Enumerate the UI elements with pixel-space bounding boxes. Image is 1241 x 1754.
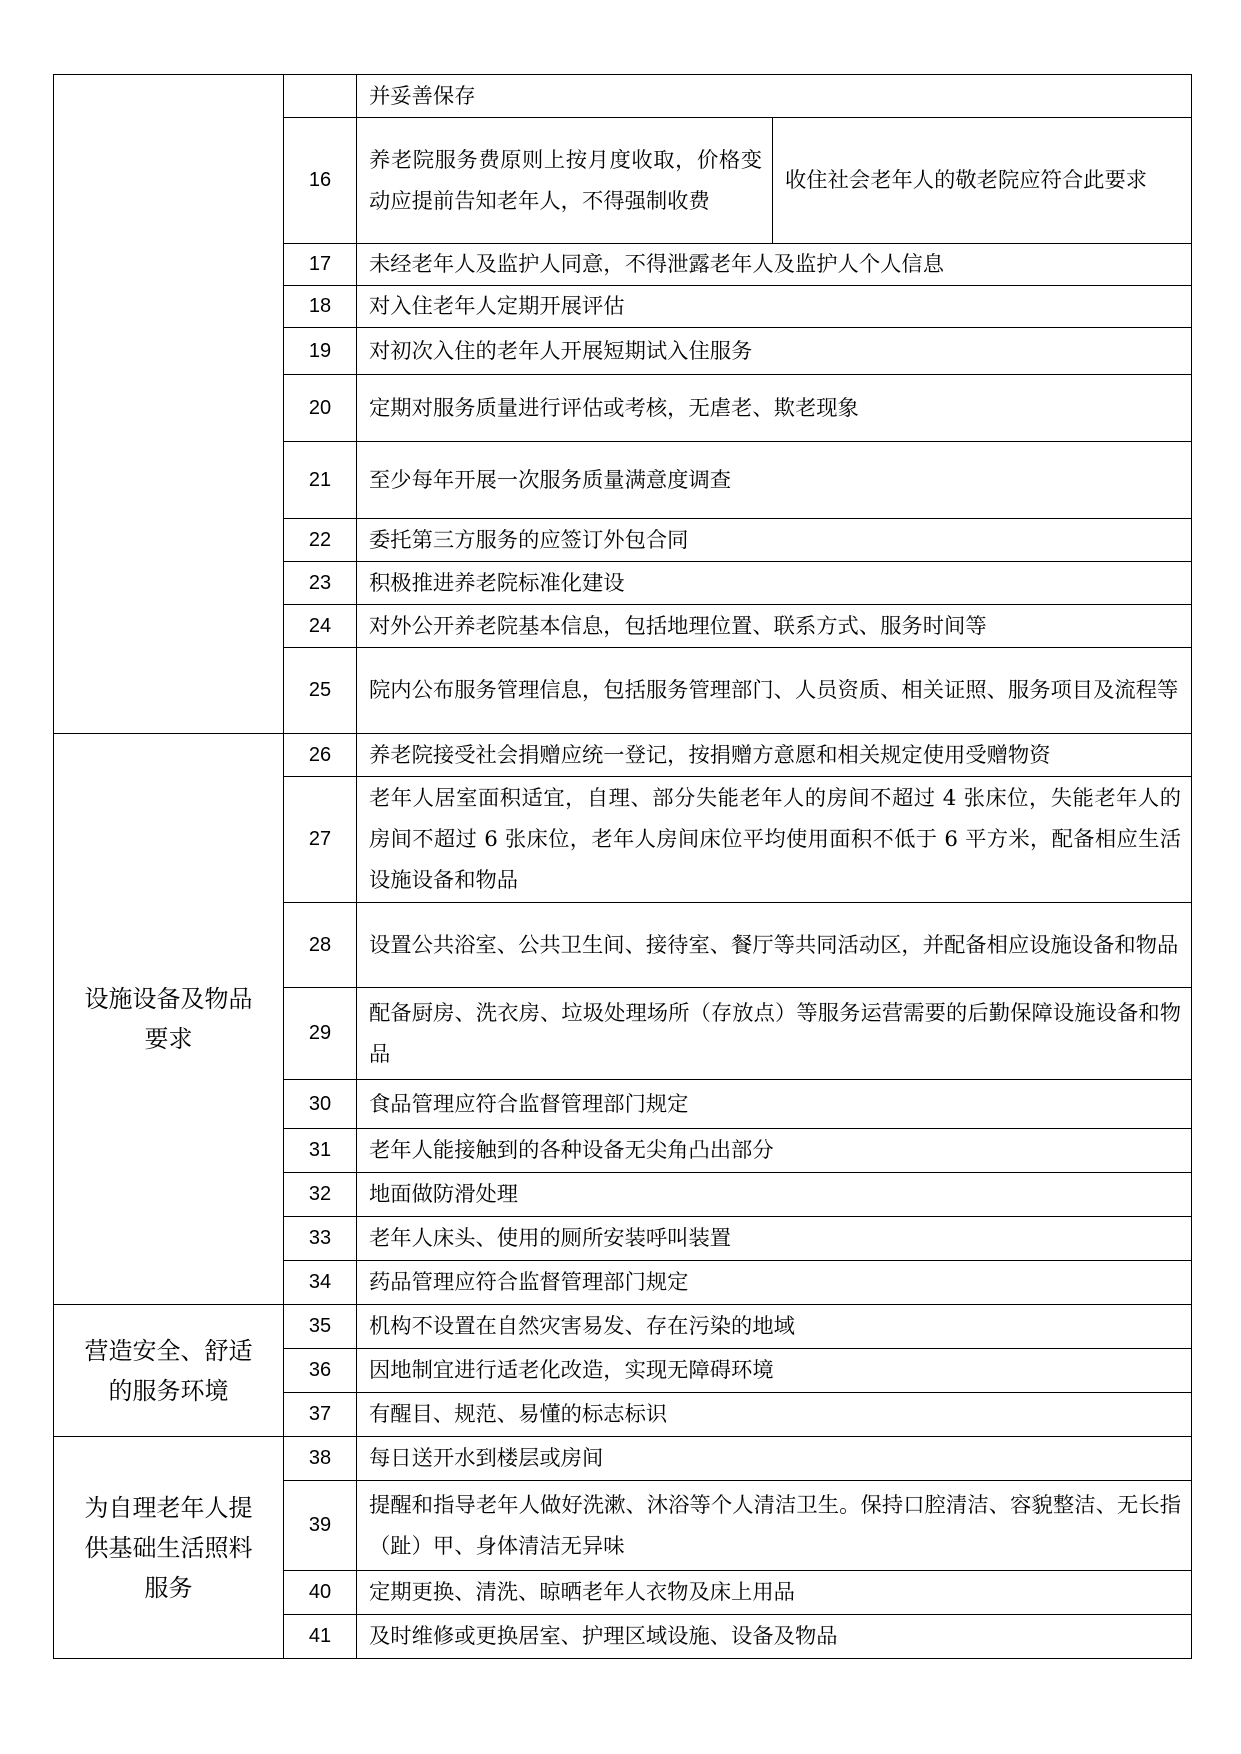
row-number: 28 [284,903,357,988]
requirement-text: 养老院服务费原则上按月度收取，价格变动应提前告知老年人，不得强制收费 [357,118,773,244]
row-number: 35 [284,1305,357,1349]
category-line: 的服务环境 [108,1376,229,1405]
requirement-text: 委托第三方服务的应签订外包合同 [357,519,1192,562]
category-line: 设施设备及物品 [84,985,253,1013]
requirement-text: 对初次入住的老年人开展短期试入住服务 [357,328,1192,375]
requirement-text: 定期更换、清洗、晾晒老年人衣物及床上用品 [357,1571,1192,1615]
requirement-text: 每日送开水到楼层或房间 [357,1437,1192,1481]
row-number: 40 [284,1571,357,1615]
service-standards-table [53,74,1192,1659]
table-row [54,1305,1192,1349]
row-number: 20 [284,375,357,442]
row-number: 22 [284,519,357,562]
category-cell [54,75,284,734]
requirement-text: 养老院接受社会捐赠应统一登记，按捐赠方意愿和相关规定使用受赠物资 [357,734,1192,777]
category-cell [54,1305,284,1437]
row-number: 38 [284,1437,357,1481]
requirement-text: 积极推进养老院标准化建设 [357,562,1192,605]
requirement-text: 有醒目、规范、易懂的标志标识 [357,1393,1192,1437]
requirement-text: 食品管理应符合监督管理部门规定 [357,1080,1192,1129]
row-number: 36 [284,1349,357,1393]
document-page [53,74,1192,1659]
table-row [54,75,1192,118]
row-number: 30 [284,1080,357,1129]
row-number: 26 [284,734,357,777]
row-number: 29 [284,988,357,1080]
row-number: 23 [284,562,357,605]
requirement-text: 提醒和指导老年人做好洗漱、沐浴等个人清洁卫生。保持口腔清洁、容貌整洁、无长指（趾）甲、身体清洁无异味 [357,1481,1192,1571]
requirement-text: 设置公共浴室、公共卫生间、接待室、餐厅等共同活动区，并配备相应设施设备和物品 [357,903,1192,988]
row-number: 31 [284,1129,357,1173]
row-number: 34 [284,1261,357,1305]
row-number: 19 [284,328,357,375]
category-cell [54,1437,284,1659]
row-number: 37 [284,1393,357,1437]
row-number: 39 [284,1481,357,1571]
requirement-text: 及时维修或更换居室、护理区域设施、设备及物品 [357,1615,1192,1659]
row-number: 18 [284,286,357,328]
category-line: 为自理老年人提 [84,1493,253,1522]
requirement-text: 地面做防滑处理 [357,1173,1192,1217]
row-number: 21 [284,442,357,519]
row-number: 33 [284,1217,357,1261]
requirement-text: 至少每年开展一次服务质量满意度调查 [357,442,1192,519]
requirement-text: 老年人床头、使用的厕所安装呼叫装置 [357,1217,1192,1261]
row-number: 16 [284,118,357,244]
requirement-text: 老年人居室面积适宜，自理、部分失能老年人的房间不超过 4 张床位，失能老年人的房间不超过 6 张床位，老年人房间床位平均使用面积不低于 6 平方米，配备相应生活设施设备和物品 [357,777,1192,903]
category-line: 服务 [144,1573,193,1602]
requirement-text: 药品管理应符合监督管理部门规定 [357,1261,1192,1305]
category-line: 营造安全、舒适 [84,1336,253,1365]
requirement-text: 定期对服务质量进行评估或考核，无虐老、欺老现象 [357,375,1192,442]
category-line: 要求 [144,1025,193,1053]
table-row [54,1437,1192,1481]
requirement-text: 院内公布服务管理信息，包括服务管理部门、人员资质、相关证照、服务项目及流程等 [357,648,1192,734]
requirement-text: 老年人能接触到的各种设备无尖角凸出部分 [357,1129,1192,1173]
row-number: 27 [284,777,357,903]
row-number: 32 [284,1173,357,1217]
row-number [284,75,357,118]
row-number: 25 [284,648,357,734]
row-number: 17 [284,244,357,286]
category-line: 供基础生活照料 [84,1533,253,1562]
row-number: 24 [284,605,357,648]
requirement-text: 对入住老年人定期开展评估 [357,286,1192,328]
table-row [54,734,1192,777]
category-cell [54,734,284,1305]
requirement-text: 机构不设置在自然灾害易发、存在污染的地域 [357,1305,1192,1349]
requirement-text: 对外公开养老院基本信息，包括地理位置、联系方式、服务时间等 [357,605,1192,648]
requirement-text: 配备厨房、洗衣房、垃圾处理场所（存放点）等服务运营需要的后勤保障设施设备和物品 [357,988,1192,1080]
remark-text: 收住社会老年人的敬老院应符合此要求 [773,118,1192,244]
requirement-text: 并妥善保存 [357,75,1192,118]
requirement-text: 未经老年人及监护人同意，不得泄露老年人及监护人个人信息 [357,244,1192,286]
row-number: 41 [284,1615,357,1659]
requirement-text: 因地制宜进行适老化改造，实现无障碍环境 [357,1349,1192,1393]
